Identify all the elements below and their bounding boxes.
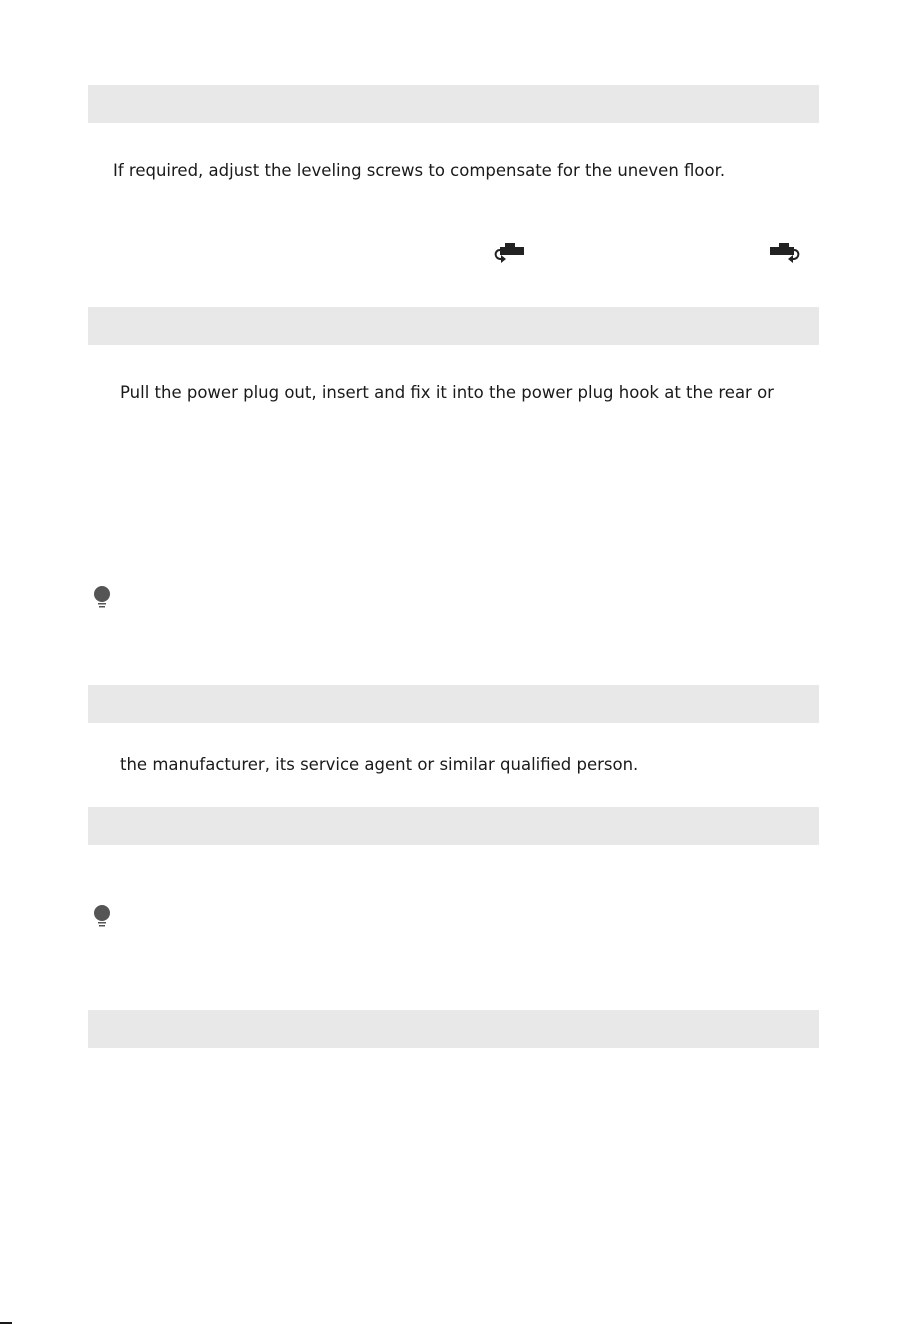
power-plug-instruction-text: Pull the power plug out, insert and fix it into the power plug hook at the rear or [120,383,774,402]
rotate-counterclockwise-icon [491,243,527,263]
rotate-clockwise-icon [767,243,803,263]
section-header-bar [88,685,819,723]
lightbulb-tip-icon [92,904,112,928]
section-header-bar [88,807,819,845]
leveling-instruction-text: If required, adjust the leveling screws to compensate for the uneven floor. [113,161,726,180]
lightbulb-tip-icon [92,585,112,609]
section-header-bar [88,85,819,123]
section-header-bar [88,307,819,345]
cord-replacement-text: the manufacturer, its service agent or similar qualified person. [120,755,639,774]
section-header-bar [88,1010,819,1048]
